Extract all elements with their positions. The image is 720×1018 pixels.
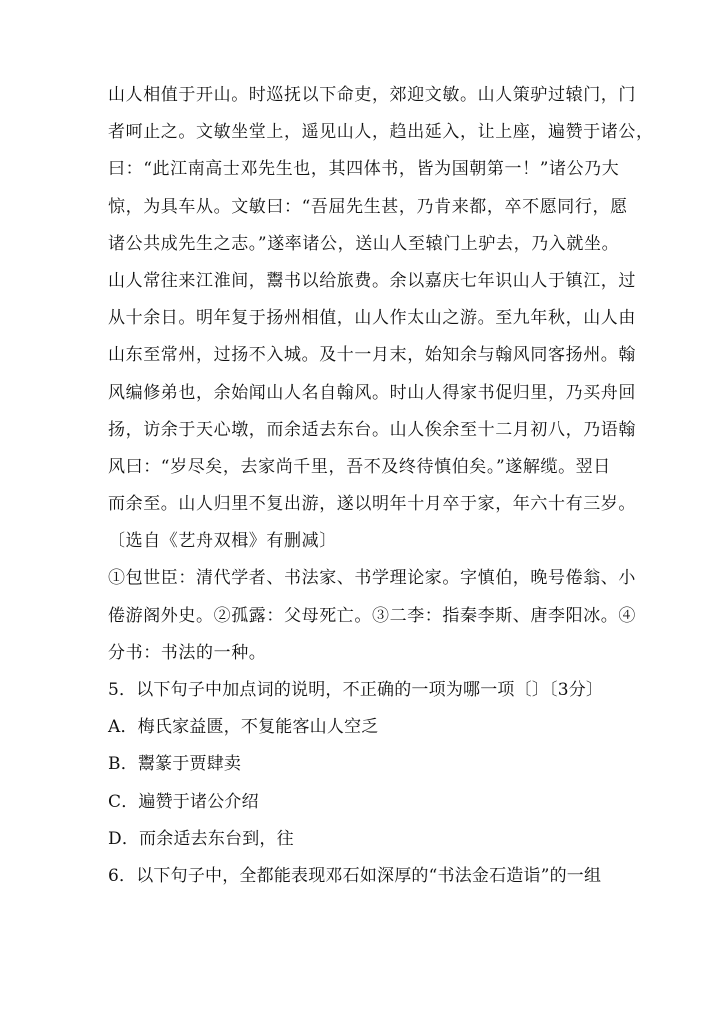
text-line: 惊，为具车从。文敏曰：“吾屈先生甚，乃肯来都，卒不愿同行，愿 [108,196,628,217]
text-line: 山人相值于开山。时巡抚以下命吏，郊迎文敏。山人策驴过辕门，门 [108,85,636,105]
option-c: C．遍赞于诸公介绍 [108,791,259,812]
text-line: 风曰：“岁尽矣，去家尚千里，吾不及终待慎伯矣。”遂解缆。翌日 [108,456,611,477]
text-line: 山人常往来江淮间，鬻书以给旅费。余以嘉庆七年识山人于镇江，过 [108,270,636,291]
footnote-line: 分书：书法的一种。 [108,642,267,663]
question-5: 5．以下句子中加点词的说明，不正确的一项为哪一项〔〕〔3分〕 [108,680,604,700]
option-b: B．鬻篆于贾肆卖 [108,754,242,775]
text-line: 扬，访余于天心墩，而余适去东台。山人俟余至十二月初八，乃语翰 [108,419,636,440]
document-body [108,85,654,904]
footnote-line: 倦游阁外史。②孤露：父母死亡。③二李：指秦李斯、唐李阳冰。④ [108,605,636,626]
question-6: 6．以下句子中，全都能表现邓石如深厚的“书法金石造诣”的一组 [108,865,602,886]
text-line: 风编修弟也，余始闻山人名自翰风。时山人得家书促归里，乃买舟回 [108,382,636,403]
text-line: 曰：“此江南高士邓先生也，其四体书，皆为国朝第一！”诸公乃大 [108,159,620,180]
footnote-line: ①包世臣：清代学者、书法家、书学理论家。字慎伯，晚号倦翁、小 [108,568,636,589]
source-citation: 〔选自《艺舟双楫》有删减〕 [108,531,337,552]
option-d: D．而余适去东台到，往 [108,828,294,849]
option-a: A．梅氏家益匮，不复能客山人空乏 [108,717,379,738]
text-line: 而余至。山人归里不复出游，遂以明年十月卒于家，年六十有三岁。 [108,494,636,515]
text-line: 山东至常州，过扬不入城。及十一月末，始知余与翰风同客扬州。翰 [108,345,636,366]
text-line: 从十余日。明年复于扬州相值，山人作太山之游。至九年秋，山人由 [108,308,636,329]
text-line: 诸公共成先生之志。”遂率诸公，送山人至辕门上驴去，乃入就坐。 [108,233,620,254]
text-line: 者呵止之。文敏坐堂上，遥见山人，趋出延入，让上座，遍赞于诸公， [108,122,654,143]
